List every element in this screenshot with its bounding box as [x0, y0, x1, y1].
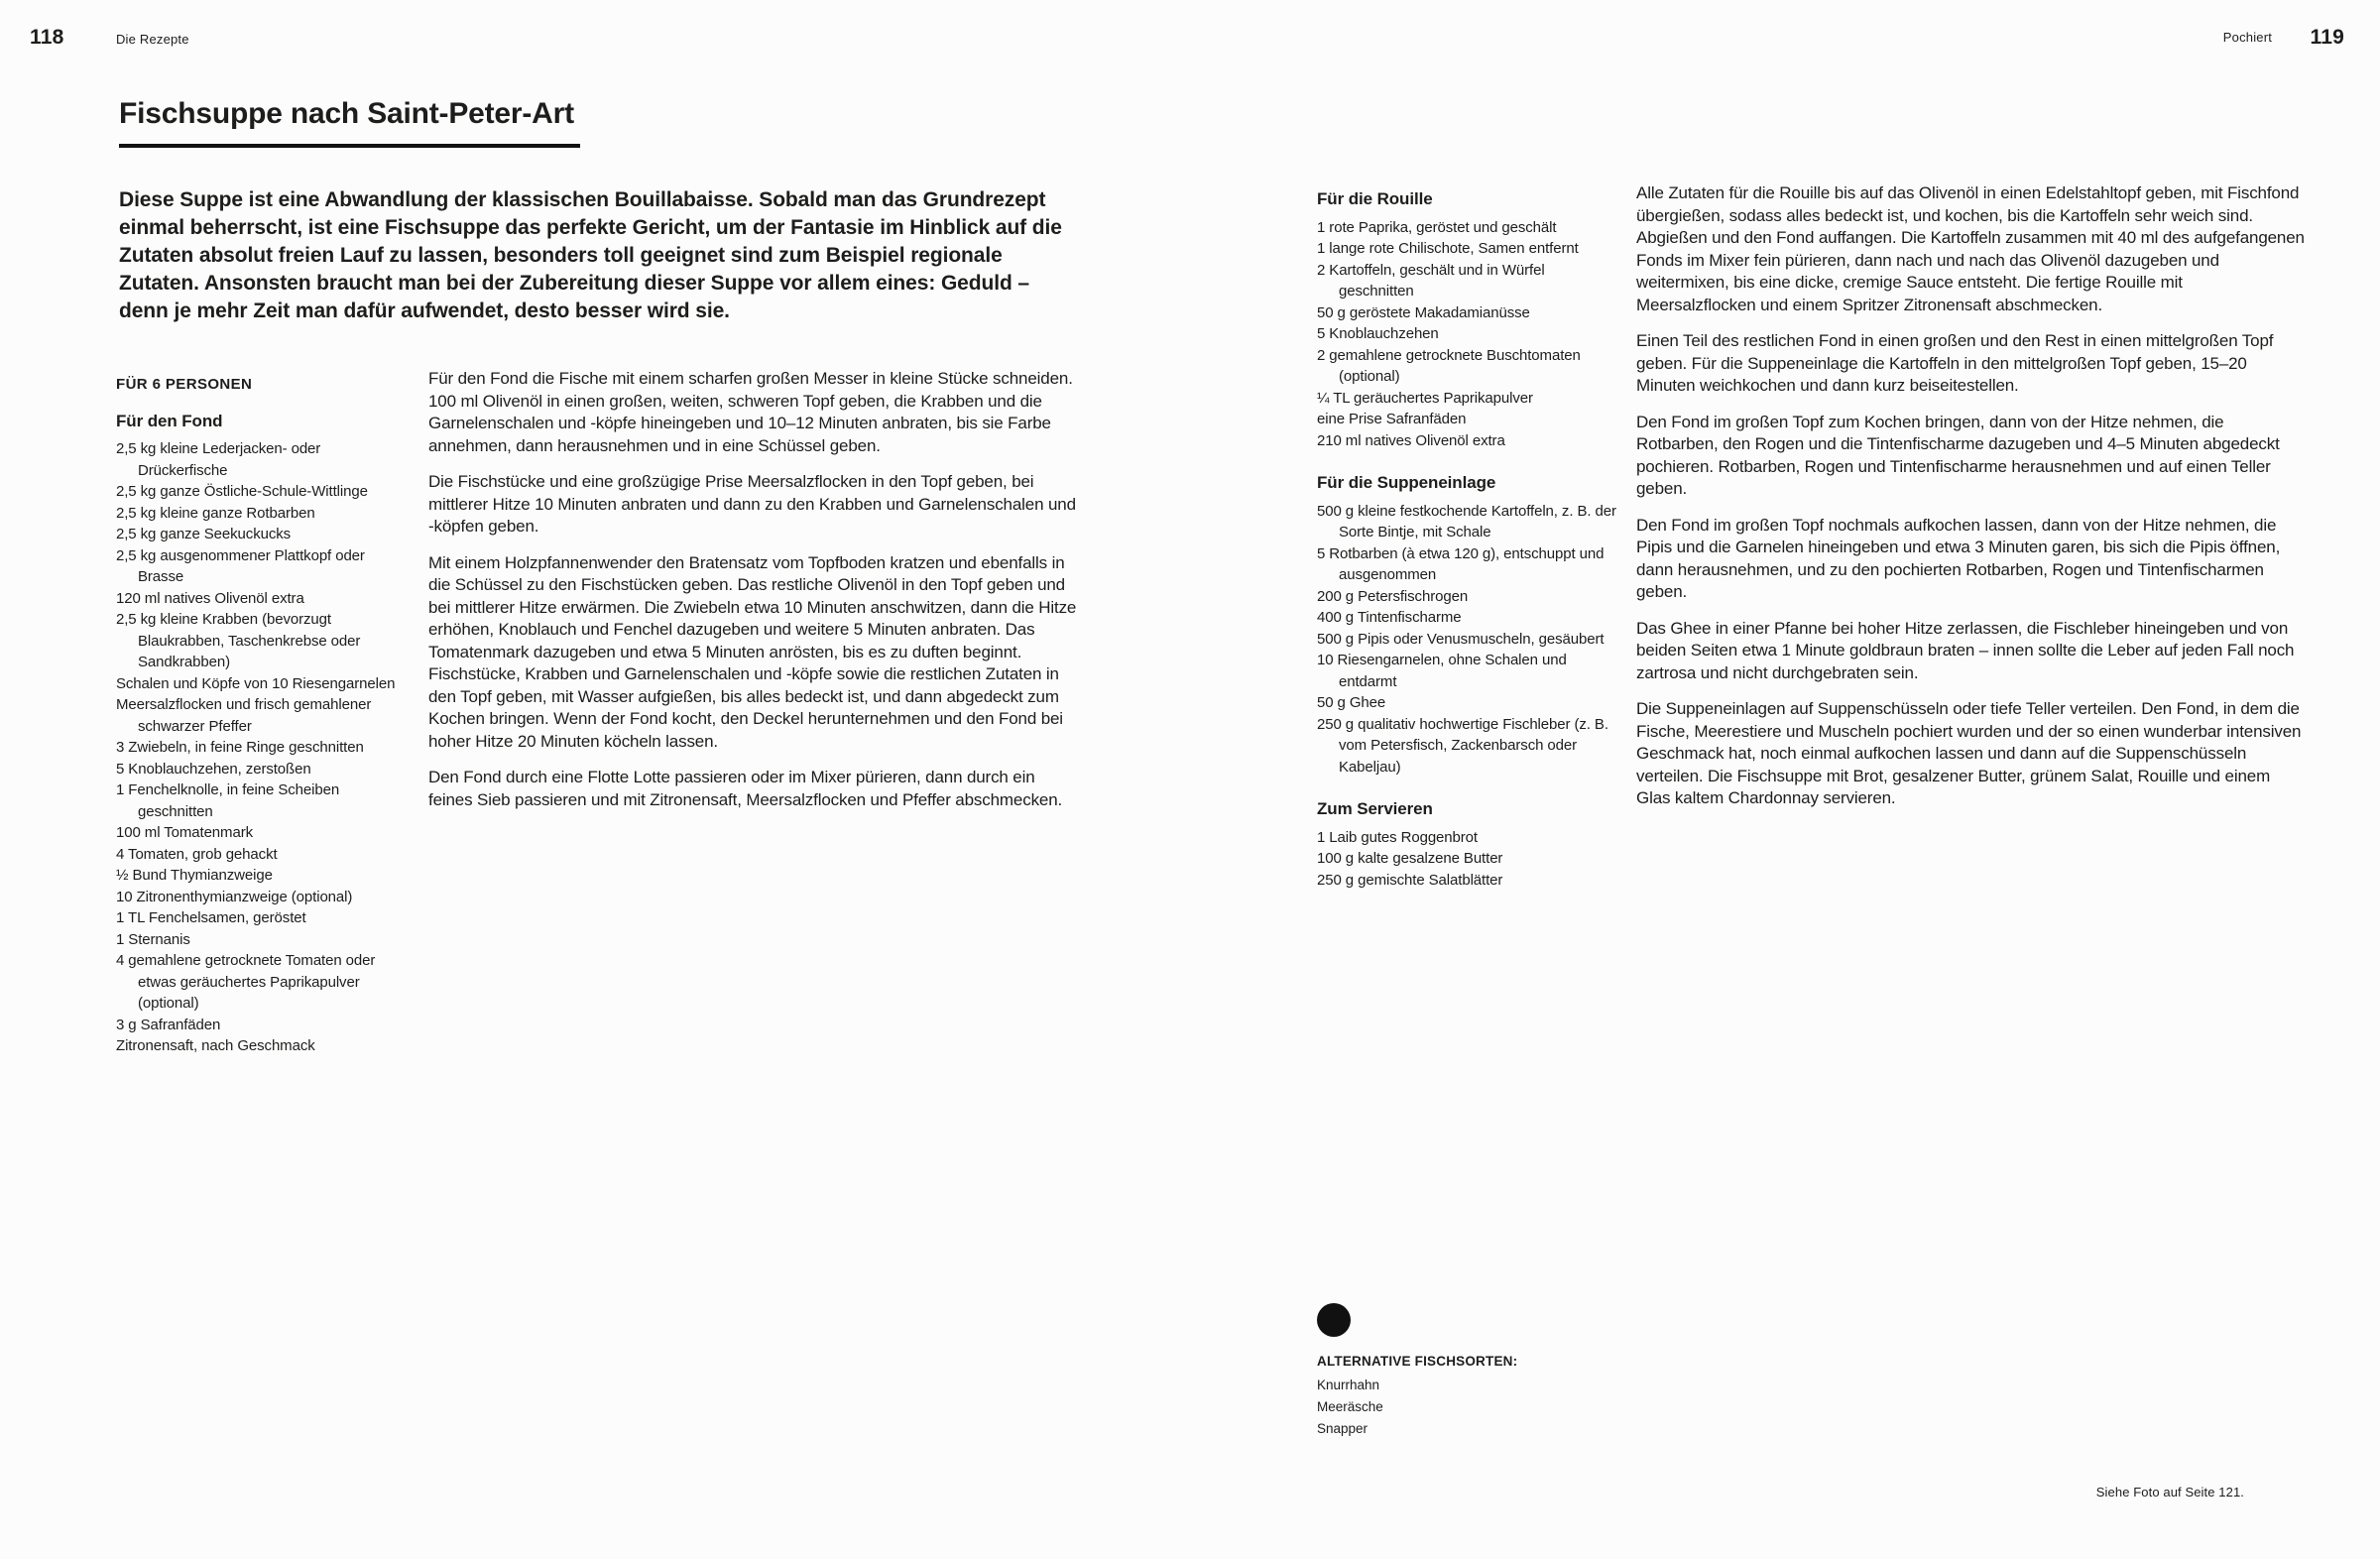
ingredient-item: ½ Bund Thymianzweige: [116, 867, 273, 884]
instruction-paragraph: Das Ghee in einer Pfanne bei hoher Hitze zerlassen, die Fischleber hineingeben und von beiden Seiten etwa 1 Minute goldbraun braten – innen sollte die Leber auf jeden Fall noch zartrosa und nicht durchgebraten sein.: [1636, 618, 2295, 682]
right-section-label: Pochiert: [2222, 30, 2273, 45]
ingredient-item: 1 Sternanis: [116, 930, 190, 948]
ingredient-item: 4 gemahlene getrocknete Tomaten oder etwas geräuchertes Paprikapulver (optional): [116, 952, 376, 1012]
ingredient-item: 3 Zwiebeln, in feine Ringe geschnitten: [116, 739, 364, 756]
instruction-paragraph: Den Fond durch eine Flotte Lotte passieren oder im Mixer pürieren, dann durch ein feines Sieb passieren und mit Zitronensaft, Meersalzflocken und Pfeffer abschmecken.: [428, 768, 1063, 809]
instruction-paragraph: Einen Teil des restlichen Fond in einen großen und den Rest in einen mittelgroßen Topf geben. Für die Suppeneinlage die Kartoffeln in den mittelgroßen Topf geben, 15–20 Minuten weichkochen und dann kurz beiseitestellen.: [1636, 331, 2274, 395]
ingredient-item: 1 Laib gutes Roggenbrot: [1317, 828, 1478, 846]
ingredient-item: 5 Knoblauchzehen, zerstoßen: [116, 760, 311, 778]
ingredient-item: 2,5 kg ganze Östliche-Schule-Wittlinge: [116, 483, 368, 500]
instruction-paragraph: Für den Fond die Fische mit einem scharfen großen Messer in kleine Stücke schneiden. 100 ml Olivenöl in einen großen, weiten, schweren Topf geben, die Krabben und die Garnelenschalen und -köpfe hineingeben und 10–12 Minuten anbraten, bis sie Farbe annehmen, dann herausnehmen und in eine Schüssel geben.: [428, 369, 1073, 455]
left-section-label: Die Rezepte: [115, 32, 189, 47]
ingredient-group-heading-servieren: Zum Servieren: [1317, 799, 1433, 818]
ingredient-item: 100 g kalte gesalzene Butter: [1317, 850, 1503, 867]
ingredient-item: 50 g Ghee: [1317, 694, 1386, 711]
ingredient-group-heading-suppeneinlage: Für die Suppeneinlage: [1317, 473, 1496, 492]
ingredient-list-servieren: [1317, 827, 1616, 892]
ingredient-item: 120 ml natives Olivenöl extra: [116, 589, 304, 607]
ingredient-item: eine Prise Safranfäden: [1317, 411, 1467, 427]
alternative-item: Meeräsche: [1317, 1399, 1383, 1414]
ingredient-item: Zitronensaft, nach Geschmack: [116, 1037, 315, 1054]
ingredient-item: 2,5 kg ausgenommener Plattkopf oder Brasse: [116, 546, 365, 585]
ingredient-item: 5 Rotbarben (à etwa 120 g), entschuppt und ausgenommen: [1317, 544, 1605, 583]
recipe-intro: Diese Suppe ist eine Abwandlung der klassischen Bouillabaisse. Sobald man das Grundrezept einmal beherrscht, ist eine Fischsuppe das perfekte Gericht, um der Fantasie im Hinblick auf die Zutaten absolut freien Lauf zu lassen, besonders toll geeignet sind zum Beispiel regionale Zutaten. Ansonsten braucht man bei der Zubereitung dieser Suppe vor allem eines: Geduld – denn je mehr Zeit man dafür aufwendet, desto besser wird sie.: [119, 188, 1062, 322]
ingredient-group-heading-rouille: Für die Rouille: [1317, 189, 1433, 208]
ingredient-item: 250 g qualitativ hochwertige Fischleber (z. B. vom Petersfisch, Zackenbarsch oder Kabeljau): [1317, 715, 1608, 776]
left-ingredients-column: [116, 374, 410, 1057]
alternatives-note: [1317, 1303, 1634, 1440]
ingredient-item: 10 Riesengarnelen, ohne Schalen und entdarmt: [1317, 652, 1567, 690]
ingredient-item: 2 gemahlene getrocknete Buschtomaten (optional): [1317, 346, 1581, 385]
right-ingredients-column: [1317, 188, 1616, 891]
ingredient-item: Schalen und Köpfe von 10 Riesengarnelen: [116, 674, 396, 692]
left-instructions-column: [428, 368, 1079, 825]
ingredient-item: 2,5 kg ganze Seekuckucks: [116, 526, 292, 542]
ingredient-item: 500 g Pipis oder Venusmuscheln, gesäubert: [1317, 630, 1605, 648]
alternatives-list: [1317, 1375, 1634, 1440]
ingredient-item: ¼ TL geräuchertes Paprikapulver: [1317, 389, 1533, 407]
instruction-paragraph: Die Suppeneinlagen auf Suppenschüsseln oder tiefe Teller verteilen. Den Fond, in dem die Fische, Meerestiere und Muscheln pochiert wurden und der so einen wunderbar intensiven Geschmack hat, noch einmal aufkochen lassen und dann auf die Suppenschüsseln verteilen. Die Fischsuppe mit Brot, gesalzener Butter, grünem Salat, Rouille und einem Glas kaltem Chardonnay servieren.: [1636, 699, 2302, 807]
ingredient-item: 210 ml natives Olivenöl extra: [1317, 431, 1505, 449]
ingredient-item: 2,5 kg kleine Krabben (bevorzugt Blaukrabben, Taschenkrebse oder Sandkrabben): [116, 611, 361, 670]
ingredient-item: 5 Knoblauchzehen: [1317, 325, 1439, 342]
ingredient-item: 400 g Tintenfischarme: [1317, 609, 1462, 626]
ingredient-item: 2,5 kg kleine ganze Rotbarben: [116, 504, 315, 522]
photo-reference: Siehe Foto auf Seite 121.: [2095, 1485, 2244, 1499]
recipe-title: Fischsuppe nach Saint-Peter-Art: [119, 97, 580, 148]
ingredient-item: 1 Fenchelknolle, in feine Scheiben geschnitten: [116, 781, 340, 820]
bullet-dot-icon: [1317, 1303, 1351, 1337]
ingredient-item: 4 Tomaten, grob gehackt: [116, 845, 278, 863]
ingredient-item: 100 ml Tomatenmark: [116, 824, 253, 841]
servings-label: FÜR 6 PERSONEN: [116, 376, 253, 393]
instruction-paragraph: Die Fischstücke und eine großzügige Prise Meersalzflocken in den Topf geben, bei mittlerer Hitze 10 Minuten anbraten und dann zu den Krabben und Garnelenschalen und -köpfen geben.: [428, 472, 1076, 536]
right-page-number: 119: [2310, 26, 2344, 49]
ingredient-item: 2,5 kg kleine Lederjacken- oder Drückerfische: [116, 440, 321, 479]
left-page-header: [30, 26, 189, 50]
ingredient-item: 1 lange rote Chilischote, Samen entfernt: [1317, 240, 1579, 257]
ingredient-item: 1 TL Fenchelsamen, geröstet: [116, 909, 306, 926]
right-instructions-column: [1636, 182, 2305, 824]
ingredient-item: 10 Zitronenthymianzweige (optional): [116, 888, 353, 905]
ingredient-item: 250 g gemischte Salatblätter: [1317, 871, 1503, 889]
alternative-item: Snapper: [1317, 1421, 1368, 1436]
ingredient-list-fond: [116, 438, 410, 1057]
alternatives-heading: ALTERNATIVE FISCHSORTEN:: [1317, 1354, 1518, 1369]
ingredient-list-rouille: [1317, 217, 1616, 452]
ingredient-item: 500 g kleine festkochende Kartoffeln, z. B. der Sorte Bintje, mit Schale: [1317, 502, 1616, 540]
ingredient-item: 2 Kartoffeln, geschält und in Würfel geschnitten: [1317, 261, 1545, 300]
instruction-paragraph: Den Fond im großen Topf nochmals aufkochen lassen, dann von der Hitze nehmen, die Pipis und die Garnelen hineingeben und etwa 3 Minuten garen, bis sich die Pipis öffnen, dann herausnehmen, und zu den pochierten Rotbarben, Rogen und Tintenfischarmen geben.: [1636, 515, 2281, 601]
ingredient-item: 1 rote Paprika, geröstet und geschält: [1317, 218, 1557, 236]
ingredient-item: 3 g Safranfäden: [116, 1016, 221, 1033]
right-page-header: [2223, 26, 2344, 50]
left-page-number: 118: [30, 26, 64, 49]
ingredient-item: Meersalzflocken und frisch gemahlener schwarzer Pfeffer: [116, 696, 372, 735]
alternative-item: Knurrhahn: [1317, 1378, 1380, 1392]
instruction-paragraph: Den Fond im großen Topf zum Kochen bringen, dann von der Hitze nehmen, die Rotbarben, den Rogen und die Tintenfischarme dazugeben und 4–5 Minuten abgedeckt pochieren. Rotbarben, Rogen und Tintenfischarme herausnehmen und auf einen Teller geben.: [1636, 412, 2280, 498]
ingredient-group-heading-fond: Für den Fond: [116, 411, 223, 430]
instruction-paragraph: Alle Zutaten für die Rouille bis auf das Olivenöl in einen Edelstahltopf geben, mit Fischfond übergießen, sodass alles bedeckt ist, und kochen, bis die Kartoffeln sehr weich sind. Abgießen und den Fond auffangen. Die Kartoffeln zusammen mit 40 ml des aufgefangenen Fonds im Mixer fein pürieren, dann nach und nach das Olivenöl dazugeben und weitermixen, bis eine dicke, cremige Sauce entsteht. Die fertige Rouille mit Meersalzflocken und einem Spritzer Zitronensaft abschmecken.: [1636, 183, 2305, 314]
ingredient-item: 50 g geröstete Makadamianüsse: [1317, 303, 1530, 321]
ingredient-item: 200 g Petersfischrogen: [1317, 587, 1469, 605]
ingredient-list-suppeneinlage: [1317, 501, 1616, 779]
instruction-paragraph: Mit einem Holzpfannenwender den Bratensatz vom Topfboden kratzen und ebenfalls in die Schüssel zu den Fischstücken geben. Das restliche Olivenöl in den Topf geben und bei mittlerer Hitze erwärmen. Die Zwiebeln etwa 10 Minuten anschwitzen, dann die Hitze erhöhen, Knoblauch und Fenchel dazugeben und weitere 5 Minuten anbraten. Das Tomatenmark dazugeben und etwa 5 Minuten anrösten, bis es zu duften beginnt. Fischstücke, Krabben und Garnelenschalen und -köpfe sowie die restlichen Zutaten in den Topf geben, mit Wasser aufgießen, bis alles bedeckt ist, und dann abgedeckt zum Kochen bringen. Wenn der Fond kocht, den Deckel herunternehmen und den Fond bei hoher Hitze 20 Minuten köcheln lassen.: [428, 552, 1077, 751]
